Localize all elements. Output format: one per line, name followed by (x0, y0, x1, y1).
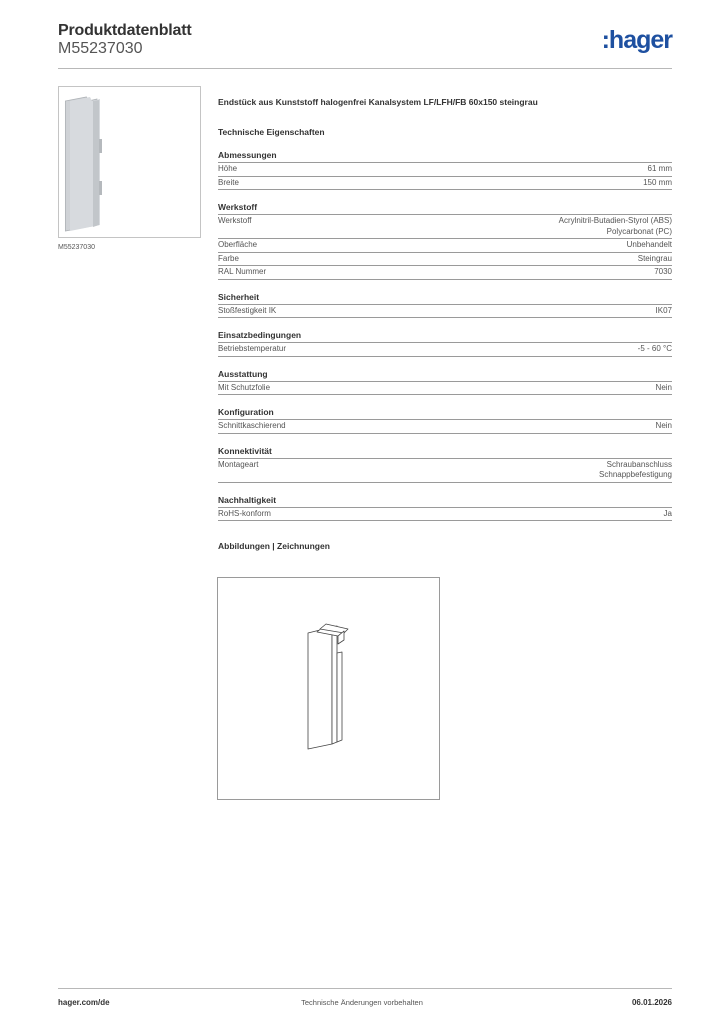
hager-logo: :hager (601, 26, 672, 54)
spec-value (599, 460, 672, 481)
spec-label: RoHS-konform (218, 508, 271, 518)
spec-group-title: Konfiguration (218, 406, 672, 420)
spec-value (559, 216, 672, 237)
spec-row (218, 215, 672, 239)
spec-label: Breite (218, 177, 239, 187)
spec-value-line: 150 mm (643, 177, 672, 187)
article-number: M55237030 (58, 40, 143, 57)
spec-group (218, 494, 672, 522)
product-thumbnail (58, 86, 201, 238)
spec-label: Oberfläche (218, 240, 258, 249)
spec-group (218, 201, 672, 280)
spec-value-line: IK07 (655, 305, 672, 315)
spec-value (643, 178, 672, 189)
spec-group (218, 406, 672, 434)
spec-group-title: Sicherheit (218, 291, 672, 305)
spec-row (218, 420, 672, 434)
thumbnail-caption: M55237030 (58, 244, 95, 251)
spec-group (218, 368, 672, 396)
spec-value-line: Nein (655, 382, 672, 392)
footer-notice: Technische Änderungen vorbehalten (301, 998, 423, 1007)
spec-value-line: Schnappbefestigung (599, 470, 672, 479)
product-image (59, 87, 202, 239)
product-title: Endstück aus Kunststoff halogenfrei Kanalsystem LF/LFH/FB 60x150 steingrau (218, 97, 538, 107)
footer-date: 06.01.2026 (631, 998, 672, 1007)
spec-value-line: 7030 (654, 267, 672, 276)
spec-value (648, 164, 672, 175)
product-drawing (218, 578, 441, 801)
spec-value (656, 383, 672, 394)
spec-group-title: Ausstattung (218, 368, 672, 382)
spec-label: Stoßfestigkeit IK (218, 305, 277, 315)
spec-value-line: Nein (655, 421, 672, 430)
spec-row (218, 508, 672, 522)
header-divider (58, 68, 672, 69)
spec-group-title: Werkstoff (218, 201, 672, 215)
footer-website: hager.com/de (58, 998, 110, 1007)
document-title: Produktdatenblatt (58, 22, 192, 39)
spec-label: Mit Schutzfolie (218, 382, 271, 392)
spec-group-title: Konnektivität (218, 445, 672, 459)
spec-label: RAL Nummer (218, 267, 267, 276)
spec-value-line: Schraubanschluss (606, 459, 672, 469)
spec-value-line: Steingrau (637, 253, 672, 263)
spec-label: Farbe (218, 253, 239, 263)
spec-value (664, 509, 672, 520)
spec-row (218, 239, 672, 253)
spec-group-title: Abmessungen (218, 149, 672, 163)
spec-row (218, 177, 672, 191)
spec-value (638, 344, 672, 355)
spec-group (218, 329, 672, 357)
spec-row (218, 343, 672, 357)
spec-group (218, 445, 672, 483)
spec-row (218, 305, 672, 319)
spec-content (218, 96, 672, 552)
spec-row (218, 266, 672, 280)
spec-value-line: Acrylnitril-Butadien-Styrol (ABS) (558, 216, 672, 225)
figures-heading: Abbildungen | Zeichnungen (218, 541, 330, 551)
spec-value-line: Unbehandelt (626, 240, 672, 249)
spec-value-line: Polycarbonat (PC) (606, 226, 672, 236)
spec-row (218, 253, 672, 267)
spec-value-line: 61 mm (647, 164, 672, 173)
spec-label: Schnittkaschierend (218, 421, 286, 430)
spec-label: Montageart (218, 459, 259, 469)
spec-value-line: -5 - 60 °C (637, 344, 672, 353)
spec-group (218, 149, 672, 190)
spec-label: Betriebstemperatur (218, 344, 287, 353)
footer-divider (58, 988, 672, 989)
spec-value (627, 240, 672, 251)
spec-groups (218, 149, 672, 521)
properties-heading: Technische Eigenschaften (218, 127, 325, 137)
spec-row (218, 459, 672, 483)
spec-value (638, 254, 672, 265)
spec-value (656, 306, 672, 317)
spec-label: Höhe (218, 164, 238, 173)
spec-row (218, 163, 672, 177)
spec-value (656, 421, 672, 432)
spec-group-title: Einsatzbedingungen (218, 329, 672, 343)
spec-row (218, 382, 672, 396)
spec-group-title: Nachhaltigkeit (218, 494, 672, 508)
document-header (58, 20, 672, 70)
spec-value (654, 267, 672, 278)
spec-label: Werkstoff (218, 216, 252, 225)
drawing-frame (217, 577, 440, 800)
spec-group (218, 291, 672, 319)
spec-value-line: Ja (663, 508, 672, 518)
